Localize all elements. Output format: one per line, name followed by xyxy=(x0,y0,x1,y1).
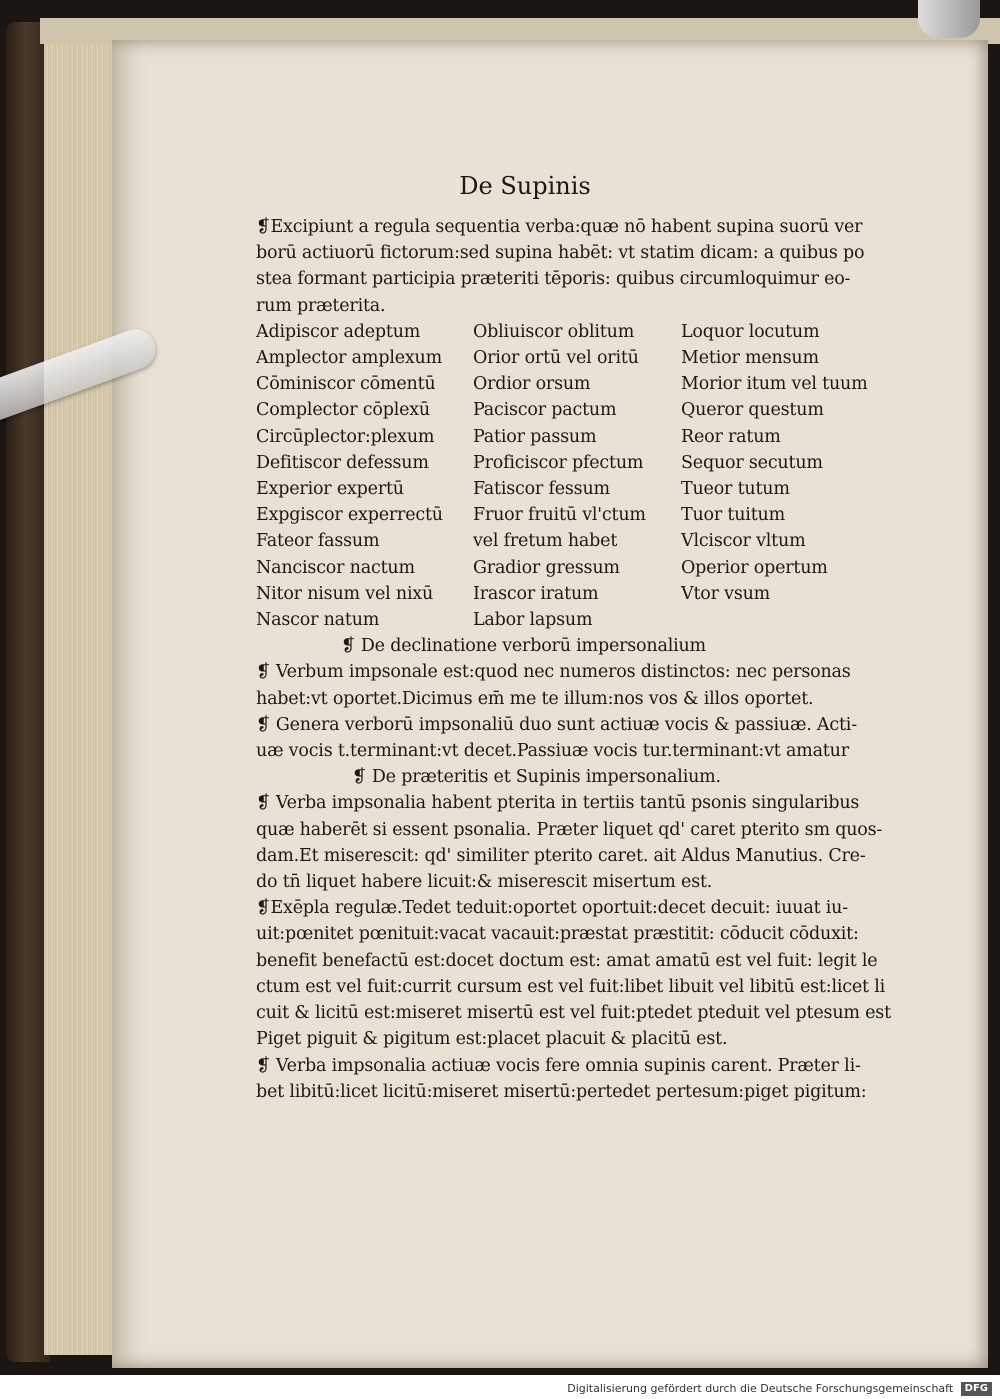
text-line: ❡ Verba impsonalia actiuæ vocis fere omnia supinis carent. Præter li- xyxy=(256,1055,861,1076)
paragraph-mark-icon: ❡ xyxy=(256,898,271,919)
book-clip-top xyxy=(918,0,980,38)
verb-item: Tuor tuitum xyxy=(681,505,786,526)
verb-item: Cōminiscor cōmentū xyxy=(256,374,436,395)
paragraph-mark-icon: ❡ xyxy=(352,767,367,788)
text-line: ❡Excipiunt a regula sequentia verba:quæ nō habent supina suorū ver xyxy=(256,217,863,237)
text-block xyxy=(256,214,936,1105)
intro-paragraph xyxy=(256,214,936,319)
verb-item: Patior passum xyxy=(473,426,597,447)
text-line: ctum est vel fuit:currit cursum est vel fuit:libet libuit vel libitū est:licet li xyxy=(256,976,885,997)
verb-item: Fateor fassum xyxy=(256,531,380,552)
verb-list xyxy=(256,319,936,633)
verb-item: Nanciscor nactum xyxy=(256,557,415,578)
text-line: ❡Exēpla regulæ.Tedet teduit:oportet oportuit:decet decuit: iuuat iu- xyxy=(256,898,848,919)
dfg-logo: DFG xyxy=(961,1382,992,1396)
verb-item: Queror questum xyxy=(681,400,824,421)
text-line: Piget piguit & pigitum est:placet placuit & placitū est. xyxy=(256,1029,728,1050)
verb-column-1 xyxy=(256,319,473,633)
verb-item: Amplector amplexum xyxy=(256,348,443,369)
verb-item: Expgiscor experrectū xyxy=(256,505,443,526)
text-line: stea formant participia præteriti tēporis: quibus circumloquimur eo- xyxy=(256,269,851,290)
verb-item: Fatiscor fessum xyxy=(473,479,610,500)
verb-item: Operior opertum xyxy=(681,557,828,578)
verb-item: Reor ratum xyxy=(681,426,781,447)
page-title: De Supinis xyxy=(459,172,591,200)
text-line: rum præterita. xyxy=(256,295,386,316)
text-line: habet:vt oportet.Dicimus em̄ me te illum:nos vos & illos oportet. xyxy=(256,688,814,709)
verb-column-2 xyxy=(473,319,681,633)
verb-item: Labor lapsum xyxy=(473,610,593,631)
text-line: quæ haberēt si essent psonalia. Præter liquet qd' caret pterito sm quos- xyxy=(256,819,883,840)
footer-text: Digitalisierung gefördert durch die Deutsche Forschungsgemeinschaft xyxy=(567,1382,954,1395)
verb-item: Proficiscor pfectum xyxy=(473,452,644,473)
paragraph-mark-icon: ❡ xyxy=(256,1055,271,1076)
verb-item: Complector cōplexū xyxy=(256,400,431,421)
section-heading-praeteritis: ❡ De præteritis et Supinis impersonalium. xyxy=(352,767,721,788)
verb-item: Circūplector:plexum xyxy=(256,426,435,447)
verb-item: Irascor iratum xyxy=(473,583,599,604)
verb-item: Obliuiscor oblitum xyxy=(473,321,635,342)
text-line: ❡ Verbum impsonale est:quod nec numeros distinctos: nec personas xyxy=(256,662,851,683)
verb-item: Tueor tutum xyxy=(681,479,790,500)
verb-item: Metior mensum xyxy=(681,348,819,369)
verb-item: Loquor locutum xyxy=(681,321,820,342)
verb-item: Vlciscor vltum xyxy=(681,531,806,552)
text-line: cuit & licitū est:miseret misertū est vel fuit:ptedet pteduit vel ptesum est xyxy=(256,1003,891,1024)
verb-item: Fruor fruitū vl'ctum xyxy=(473,505,646,526)
verb-item: Sequor secutum xyxy=(681,452,823,473)
verb-item: Vtor vsum xyxy=(681,583,771,604)
verb-item: Adipiscor adeptum xyxy=(256,321,421,342)
text-line: borū actiuorū fictorum:sed supina habēt: vt statim dicam: a quibus po xyxy=(256,243,865,264)
text-line: uæ vocis t.terminant:vt decet.Passiuæ vocis tur.terminant:vt amatur xyxy=(256,741,849,762)
text-line: bet libitū:licet licitū:miseret misertū:pertedet pertesum:piget pigitum: xyxy=(256,1081,867,1102)
text-line: uit:pœnitet pœnituit:vacat vacauit:præstat præstitit: cōducit cōduxit: xyxy=(256,924,859,945)
verb-item: vel fretum habet xyxy=(473,531,618,552)
text-line: do tn̄ liquet habere licuit:& miserescit misertum est. xyxy=(256,872,713,893)
section-heading-impersonal: ❡ De declinatione verborū impersonalium xyxy=(341,636,706,657)
paragraph-mark-icon: ❡ xyxy=(256,714,271,735)
paragraph-mark-icon: ❡ xyxy=(341,636,356,657)
paragraph-mark-icon: ❡ xyxy=(256,217,271,237)
verb-item: Nitor nisum vel nixū xyxy=(256,583,434,604)
verb-item: Paciscor pactum xyxy=(473,400,617,421)
text-line: ❡ Verba impsonalia habent pterita in tertiis tantū psonis singularibus xyxy=(256,793,860,814)
text-line: dam.Et miserescit: qd' similiter pterito caret. ait Aldus Manutius. Cre- xyxy=(256,845,866,866)
digitization-footer xyxy=(0,1378,1000,1399)
text-line: benefit benefactū est:docet doctum est: amat amatū est vel fuit: legit le xyxy=(256,950,878,971)
verb-item: Morior itum vel tuum xyxy=(681,374,868,395)
verb-item: Gradior gressum xyxy=(473,557,620,578)
verb-item: Nascor natum xyxy=(256,610,380,631)
verb-item: Ordior orsum xyxy=(473,374,591,395)
verb-item: Orior ortū vel oritū xyxy=(473,348,639,369)
verb-column-3 xyxy=(681,319,921,633)
verb-item: Defitiscor defessum xyxy=(256,452,429,473)
paragraph-mark-icon: ❡ xyxy=(256,793,271,814)
text-line: ❡ Genera verborū impsonaliū duo sunt actiuæ vocis & passiuæ. Acti- xyxy=(256,714,857,735)
verb-item: Experior expertū xyxy=(256,479,404,500)
paragraph-mark-icon: ❡ xyxy=(256,662,271,683)
